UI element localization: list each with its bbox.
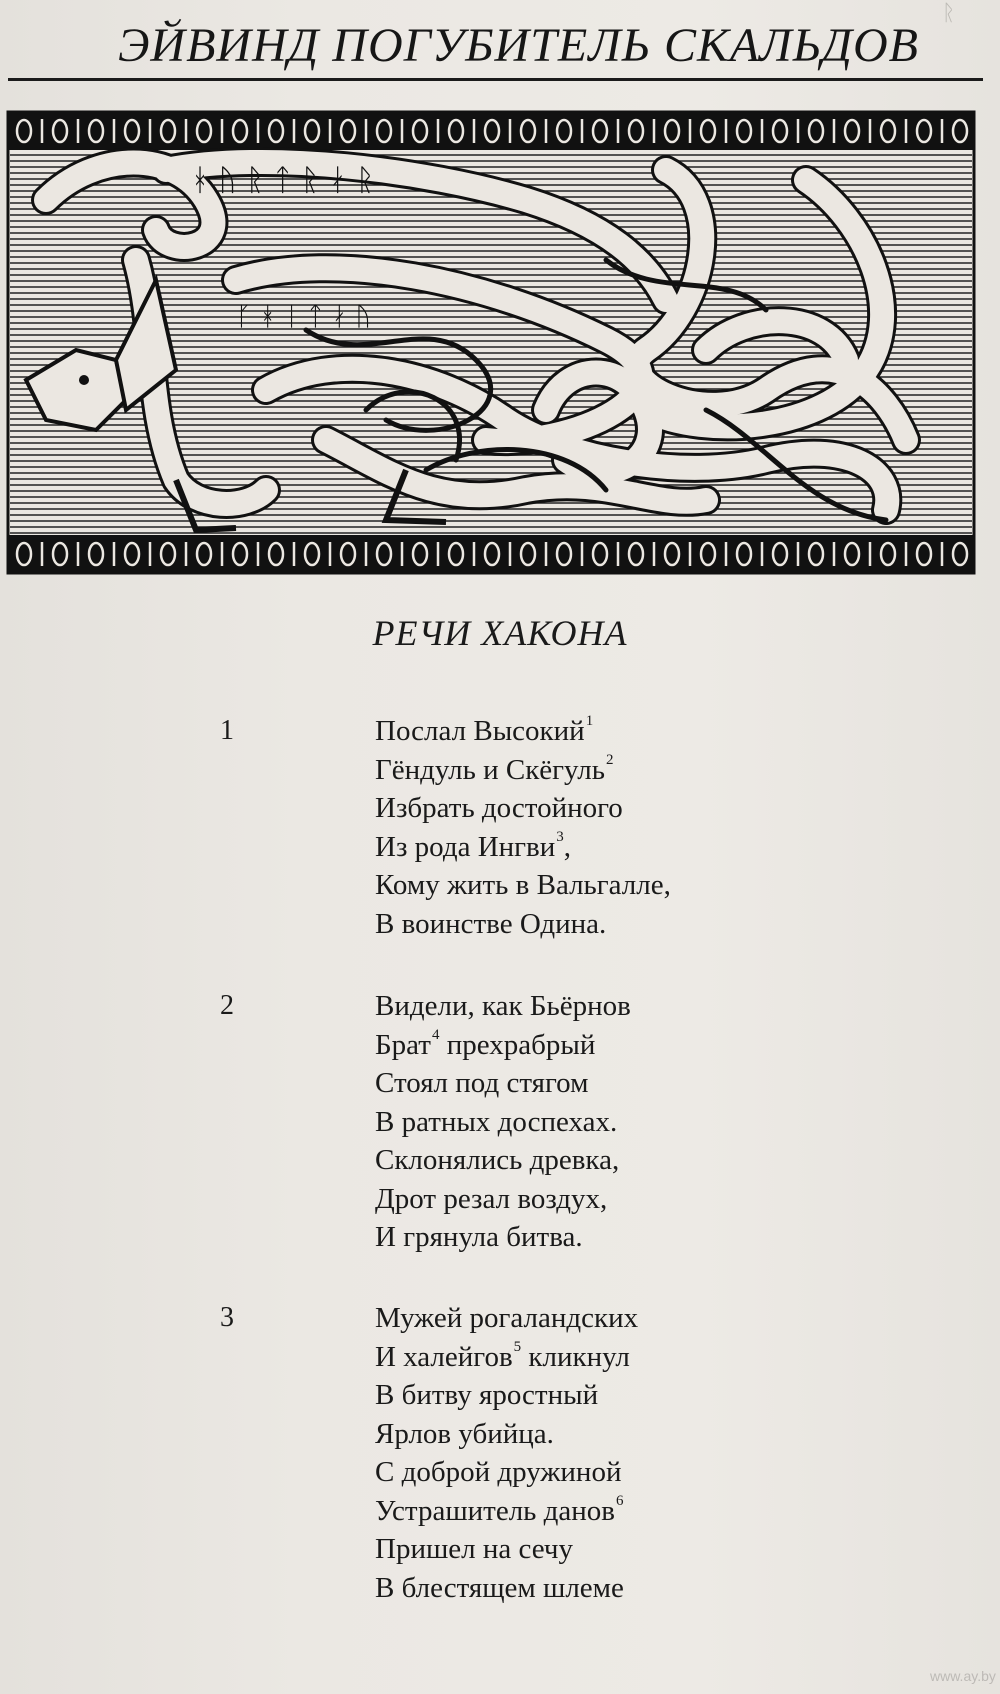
verse-text: В блестящем шлеме [375, 1571, 624, 1604]
verse-line [375, 1144, 619, 1177]
footnote-marker[interactable]: 5 [513, 1338, 522, 1355]
footnote-marker[interactable]: 2 [605, 751, 614, 768]
footnote-marker[interactable]: 3 [556, 828, 564, 845]
verse-line [375, 1106, 617, 1139]
verse-line [375, 751, 614, 787]
footnote-marker[interactable]: 4 [431, 1026, 440, 1043]
verse-line [375, 1456, 621, 1489]
verse-text: Послал Высокий [375, 715, 585, 747]
footnote-marker[interactable]: 6 [616, 1492, 624, 1509]
watermark: www.ay.by [930, 1668, 996, 1684]
verse-line [375, 792, 623, 825]
verse-line [375, 1221, 583, 1254]
verse-line [375, 1338, 630, 1374]
verse-line [375, 908, 606, 941]
verse-text: Из рода Ингви [375, 830, 556, 863]
verse-text-continuation: прехрабрый [439, 1028, 596, 1061]
verse-text: Дрот резал воздух, [375, 1182, 608, 1215]
verse-text: Склонялись древка, [375, 1144, 620, 1176]
verse-text-continuation: , [563, 830, 572, 863]
verse-text: Брат [375, 1028, 431, 1061]
verse-line [375, 869, 671, 902]
verse-text: Мужей рогаландских [375, 1302, 639, 1334]
verse-text: В битву яростный [375, 1379, 599, 1411]
verse-line [375, 715, 593, 748]
verse-text: Избрать достойного [375, 792, 623, 824]
page-corner-mark: ᚱ [942, 0, 956, 25]
svg-text:ᚴ ᚼ ᛁ ᛏ ᛅ ᚢ: ᚴ ᚼ ᛁ ᛏ ᛅ ᚢ [236, 302, 371, 332]
verse-text: Видели, как Бьёрнов [375, 990, 631, 1022]
verse-line [375, 1026, 596, 1062]
verse-text-continuation: кликнул [521, 1340, 630, 1373]
verse-text: Устрашитель данов [375, 1494, 616, 1527]
footnote-marker[interactable]: 1 [585, 713, 594, 730]
verse-line [375, 1302, 638, 1335]
verse-text: Кому жить в Вальгалле, [375, 869, 671, 901]
verse-text: В воинстве Одина. [375, 907, 607, 940]
running-title: ЭЙВИНД ПОГУБИТЕЛЬ СКАЛЬДОВ [118, 19, 919, 72]
verse-text: Ярлов убийца. [375, 1417, 554, 1450]
verse-text: С доброй дружиной [375, 1456, 622, 1488]
verse-line [375, 1572, 624, 1605]
verse-line [375, 1533, 573, 1566]
verse-line [375, 1492, 624, 1528]
poem-title: РЕЧИ ХАКОНА [372, 613, 628, 653]
verse-text: И грянула битва. [375, 1221, 583, 1253]
verse-text: Гёндуль и Скёгуль [375, 753, 605, 786]
verse-text: В ратных доспехах. [375, 1105, 618, 1138]
verse-text: Пришел на сечу [375, 1533, 573, 1565]
verse-line [375, 828, 572, 864]
verse-line [375, 990, 631, 1023]
stanza-number: 1 [220, 715, 234, 746]
verse-text: И халейгов [375, 1340, 513, 1373]
stanza-number: 2 [220, 990, 234, 1021]
verse-line [375, 1183, 607, 1216]
verse-line [375, 1418, 554, 1451]
runestone-dragon-ornament-icon [6, 110, 976, 575]
verse-text: Стоял под стягом [375, 1067, 589, 1099]
verse-line [375, 1379, 598, 1412]
svg-text:ᚼ ᚢ ᚱ ᛏ ᚱ ᛅ ᚱ: ᚼ ᚢ ᚱ ᛏ ᚱ ᛅ ᚱ [191, 163, 375, 198]
header-rule [8, 78, 983, 81]
stanza-number: 3 [220, 1302, 234, 1333]
verse-line [375, 1067, 588, 1100]
